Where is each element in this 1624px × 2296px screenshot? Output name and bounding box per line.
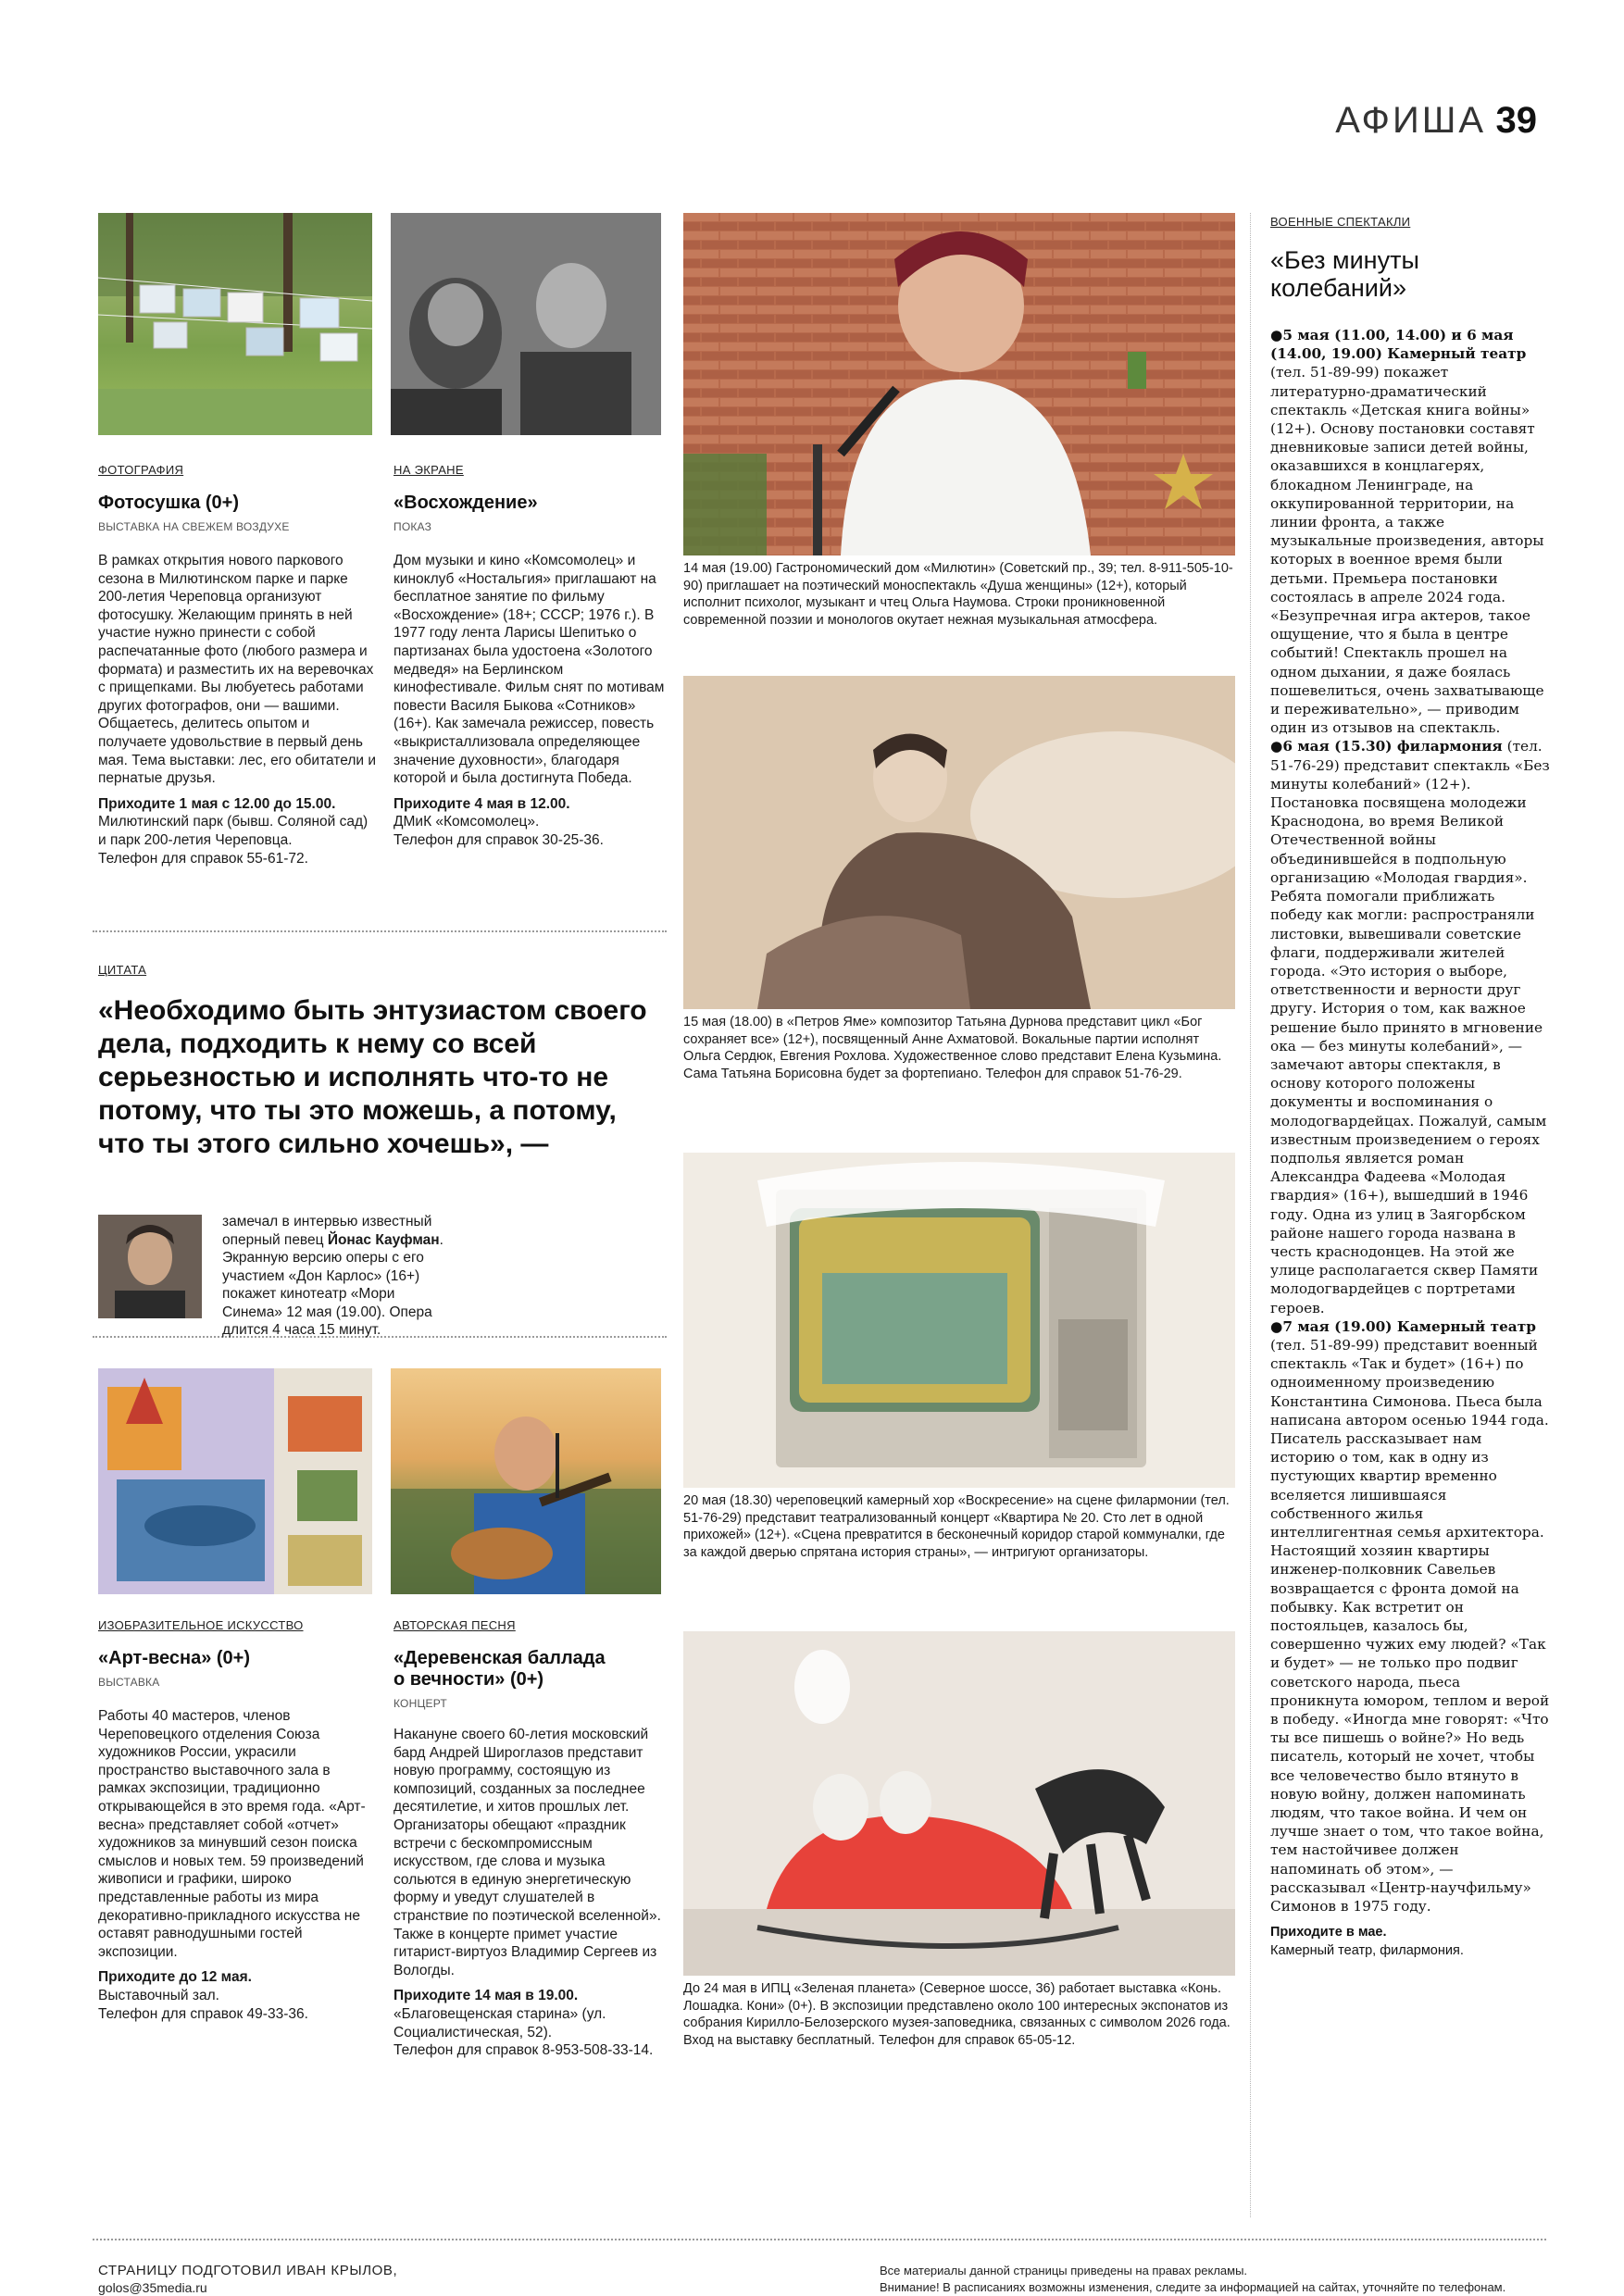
page-header — [1315, 100, 1537, 152]
art-subtitle: ВЫСТАВКА — [98, 1676, 160, 1689]
photo-when: Приходите 1 мая с 12.00 до 15.00. — [98, 795, 336, 812]
song-phone: Телефон для справок 8-953-508-33-14. — [394, 2042, 654, 2059]
military-item-3 — [1270, 1317, 1550, 1916]
art-body — [98, 1707, 376, 2023]
screen-phone: Телефон для справок 30-25-36. — [394, 831, 604, 848]
caption-milyutin: 14 мая (19.00) Гастрономический дом «Милютин» (Советский пр., 39; тел. 8-911-505-10-90) приглашает на поэтический моноспектакль «Душа женщины» (12+), который исполнит психолог, музыкант и чтец Ольга Наумова. Строки проникновенной современной поэзии и монологов окутает нежная музыкальная атмосфера. — [683, 561, 1233, 628]
kaufmann-portrait-illustration — [98, 1215, 202, 1318]
art-exhibition-illustration — [98, 1368, 372, 1594]
footer-notes — [880, 2263, 1546, 2296]
poetry-performance-image — [683, 213, 1235, 555]
military-item-1-head: ●5 мая (11.00, 14.00) и 6 мая (14.00, 19.00) Камерный театр — [1270, 327, 1527, 363]
caption-choir: 20 мая (18.30) череповецкий камерный хор «Воскресение» на сцене филармонии (тел. 51-76-29) представит театрализованный концерт «Квартира № 20. Сто лет в одной прихожей» (12+). «Сцена превратится в бесконечный коридор старой коммуналки, где за каждой дверью спрятана история страны», — интригуют организаторы. — [683, 1493, 1230, 1560]
song-rubric: АВТОРСКАЯ ПЕСНЯ — [394, 1618, 516, 1632]
art-when: Приходите до 12 мая. — [98, 1969, 252, 1986]
photo-place: Милютинский парк (бывш. Соляной сад) и парк 200-летия Череповца. — [98, 814, 369, 848]
footer-note-changes: Внимание! В расписаниях возможны изменения, следите за информацией на сайтах, уточняйте по телефонам. — [880, 2280, 1506, 2294]
photo-rubric: ФОТОГРАФИЯ — [98, 463, 184, 477]
poetry-performance-illustration — [683, 213, 1235, 555]
military-body — [1270, 326, 1550, 1961]
bard-concert-image — [391, 1368, 661, 1594]
footer-prepared-by: СТРАНИЦУ ПОДГОТОВИЛ ИВАН КРЫЛОВ, — [98, 2263, 398, 2278]
military-when: Приходите в мае. — [1270, 1925, 1387, 1940]
art-rubric: ИЗОБРАЗИТЕЛЬНОЕ ИСКУССТВО — [98, 1618, 304, 1632]
film-still-image — [391, 213, 661, 435]
military-item-1-text: (тел. 51-89-99) покажет литературно-драматический спектакль «Детская книга войны» (12+). Основу постановки составят дневниковые записи детей войны, оказавшихся в концлагерях, блокадном Ленинграде, на оккупированной территории, на линии фронта, а также музыкальные произведения, авторы которых в военное время были детьми. Премьера постановки состоялась в апреле 2024 года. «Безупречная игра актеров, такое ощущение, что я была в центре событий! Спектакль прошел на одном дыхании, я даже боялась пошевелиться, очень захватывающе и переживательно», — приводим один из отзывов на спектакль. — [1270, 364, 1544, 737]
caption-akhmatova: 15 мая (18.00) в «Петров Яме» композитор Татьяна Дурнова представит цикл «Бог сохраняет все» (12+), посвященный Анне Ахматовой. Вокальные партии исполнят Ольга Сердюк, Евгения Рохлова. Художественное слово представит Елена Кузьмина. Сама Татьяна Борисовна будет за фортепиано. Телефон для справок 51-76-29. — [683, 1015, 1222, 1081]
quote-attribution — [222, 1213, 454, 1340]
quote-attrib-rest: . Экранную версию оперы с его участием «Дон Карлос» (16+) покажет кинотеатр «Мори Синема» 12 мая (19.00). Опера длится 4 часа 15 минут. — [222, 1231, 443, 1338]
song-when: Приходите 14 мая в 19.00. — [394, 1988, 579, 2004]
park-photos-illustration — [98, 213, 372, 435]
caption-horses: До 24 мая в ИПЦ «Зеленая планета» (Северное шоссе, 36) работает выставка «Конь. Лошадка. Кони» (0+). В экспозиции представлено около 100 интересных экспонатов из собрания Кирилло-Белозерского музея-заповедника, связанных с символом 2026 года. Вход на выставку бесплатный. Телефон для справок 65-05-12. — [683, 1981, 1230, 2048]
song-subtitle: КОНЦЕРТ — [394, 1697, 447, 1710]
screen-subtitle: ПОКАЗ — [394, 520, 432, 533]
photo-body — [98, 552, 376, 867]
section-divider — [93, 930, 667, 932]
song-place: «Благовещенская старина» (ул. Социалистическая, 52). — [394, 2005, 606, 2040]
footer-credit — [98, 2263, 397, 2295]
kaufmann-portrait — [98, 1215, 202, 1318]
screen-body — [394, 552, 668, 850]
quote-rubric: ЦИТАТА — [98, 963, 147, 977]
military-title: «Без минуты колебаний» — [1270, 246, 1419, 302]
screen-rubric: НА ЭКРАНЕ — [394, 463, 464, 477]
page-number: 39 — [1495, 100, 1537, 141]
military-item-2-text: (тел. 51-76-29) представит спектакль «Без минуты колебаний» (12+). Постановка посвящена молодежи Краснодона, во время Великой Отечественной войны объединившейся в подпольную организацию «Молодая гвардия». Ребята помогали приближать победу как могли: распространяли листовки, вывешивали советские флаги, поддерживали жителей города. «Это история о выборе, ответственности и верности друг другу. История о том, как важное решение было принято в мгновение ока — без минуты колебаний», — замечают авторы спектакля, в основу которого положены документы и воспоминания о молодогвардейцах. Пожалуй, самым известным произведением о героях подполья является роман Александра Фадеева «Молодая гвардия» (16+), вышедший в 1946 году. Одна из улиц в Заягорбском районе нашего города названа в честь краснодонцев. На этой же улице располагается сквер Памяти молодогвардейцев с портретами героев. — [1270, 738, 1550, 1316]
military-item-2 — [1270, 737, 1550, 1316]
art-title: «Арт-весна» (0+) — [98, 1648, 250, 1668]
vintage-tv-illustration — [683, 1153, 1235, 1488]
horse-exhibit-image — [683, 1631, 1235, 1976]
song-title-line2: о вечности» (0+) — [394, 1669, 544, 1690]
song-text: Накануне своего 60-летия московский бард Андрей Широглазов представит новую программу, состоящую из композиций, созданных за последнее десятилетие, и хитов прошлых лет. Организаторы обещают «праздник встречи с бескомпромиссным искусством, где слова и музыка сольются в единую энергетическую форму и уведут слушателей в странствие по поэтической вселенной». Также в концерте примет участие гитарист-виртуоз Владимир Сергеев из Вологды. — [394, 1727, 661, 1978]
military-item-1 — [1270, 326, 1550, 737]
screen-title: «Восхождение» — [394, 493, 538, 513]
military-item-3-head: ●7 мая (19.00) Камерный театр — [1270, 1317, 1536, 1335]
akhmatova-portrait-image — [683, 676, 1235, 1009]
photo-phone: Телефон для справок 55-61-72. — [98, 850, 308, 867]
military-item-3-text: (тел. 51-89-99) представит военный спектакль «Так и будет» (16+) по одноименному произведению Константина Симонова. Пьеса была написана автором осенью 1944 года. Писатель рассказывает нам историю о том, как в одну из пустующих квартир временно вселяется лишившаяся собственного жилья интеллигентная семья архитектора. Настоящий хозяин квартиры инженер-полковник Савельев возвращается с фронта домой на побывку. Как встретит он постояльцев, казалось бы, совершенно чужих ему людей? «Так и будет» — не только про подвиг советского народа, пьеса проникнута юмором, теплом и верой в победу. «Иногда мне говорят: «Что ты все пишешь о войне?» Но ведь писатель, который не хочет, чтобы все человечество было втянуто в новую войну, должен напоминать людям, что такое война. И чем он лучше знает о том, что такое война, тем настойчивее должен напоминать об этом», — рассказывал «Центр-научфильму» Симонов в 1975 году. — [1270, 1336, 1550, 1915]
footer-note-ads: Все материалы данной страницы приведены на правах рекламы. — [880, 2264, 1248, 2277]
art-phone: Телефон для справок 49-33-36. — [98, 2005, 308, 2022]
photo-title: Фотосушка (0+) — [98, 493, 240, 513]
photo-text: В рамках открытия нового паркового сезона в Милютинском парке и парке 200-летия Череповца организуют фотосушку. Желающим принять в ней участие нужно принести с собой распечатанные фото (любого размера и формата) и разместить их на веревочках с прищепками. Вы любуетесь работами других фотографов, они — вашими. Общаетесь, делитесь опытом и получаете удовольствие в первый день мая. Тема выставки: лес, его обитатели и пернатые друзья. — [98, 553, 376, 787]
film-still-illustration — [391, 213, 661, 435]
quote-text: «Необходимо быть энтузиастом своего дела, подходить к нему со всей серьезностью и исполнять что-то не потому, что ты это можешь, а потому, что ты этого сильно хочешь», — — [98, 995, 647, 1159]
art-exhibition-image — [98, 1368, 372, 1594]
song-body — [394, 1726, 668, 2060]
screen-text: Дом музыки и кино «Комсомолец» и киноклуб «Ностальгия» приглашают на бесплатное занятие по фильму «Восхождение» (18+; СССР; 1976 г.). В 1977 году лента Ларисы Шепитько о партизанах была удостоена «Золотого медведя» на Берлинском кинофестивале. Фильм снят по мотивам повести Василя Быкова «Сотников» (16+). Как замечала режиссер, повесть «выкристаллизовала определяющее значение духовности», благодаря которой и была достигнута Победа. — [394, 553, 665, 787]
screen-when: Приходите 4 мая в 12.00. — [394, 795, 570, 812]
photo-subtitle: ВЫСТАВКА НА СВЕЖЕМ ВОЗДУХЕ — [98, 520, 290, 533]
military-item-2-head: ●6 мая (15.30) филармония — [1270, 738, 1503, 755]
footer-email: golos@35media.ru — [98, 2280, 207, 2295]
song-title-line1: «Деревенская баллада — [394, 1648, 606, 1668]
park-photo-exhibit-image — [98, 213, 372, 435]
quote-attrib-intro: замечал в интервью известный оперный певец — [222, 1214, 432, 1248]
military-rubric: ВОЕННЫЕ СПЕКТАКЛИ — [1270, 215, 1411, 229]
art-text: Работы 40 мастеров, членов Череповецкого отделения Союза художников России, украсили пространство выставочного зала в рамках экспозиции, традиционно открывающейся в это время года. «Арт-весна» представляет собой «отчет» художников за минувший сезон поиска смыслов и новых тем. 59 произведений живописи и графики, широко представленные работы из мира декоративно-прикладного искусства не оставят равнодушными гостей экспозиции. — [98, 1708, 366, 1960]
footer-divider — [93, 2239, 1546, 2240]
military-place: Камерный театр, филармония. — [1270, 1943, 1464, 1959]
horse-exhibit-illustration — [683, 1631, 1235, 1976]
section-title: АФИША — [1335, 100, 1487, 141]
column-separator — [1250, 213, 1251, 2217]
vintage-tv-image — [683, 1153, 1235, 1488]
art-place: Выставочный зал. — [98, 1987, 219, 2003]
bard-concert-illustration — [391, 1368, 661, 1594]
akhmatova-portrait-illustration — [683, 676, 1235, 1009]
screen-place: ДМиК «Комсомолец». — [394, 814, 540, 830]
quote-attrib-name: Йонас Кауфман — [327, 1231, 440, 1248]
